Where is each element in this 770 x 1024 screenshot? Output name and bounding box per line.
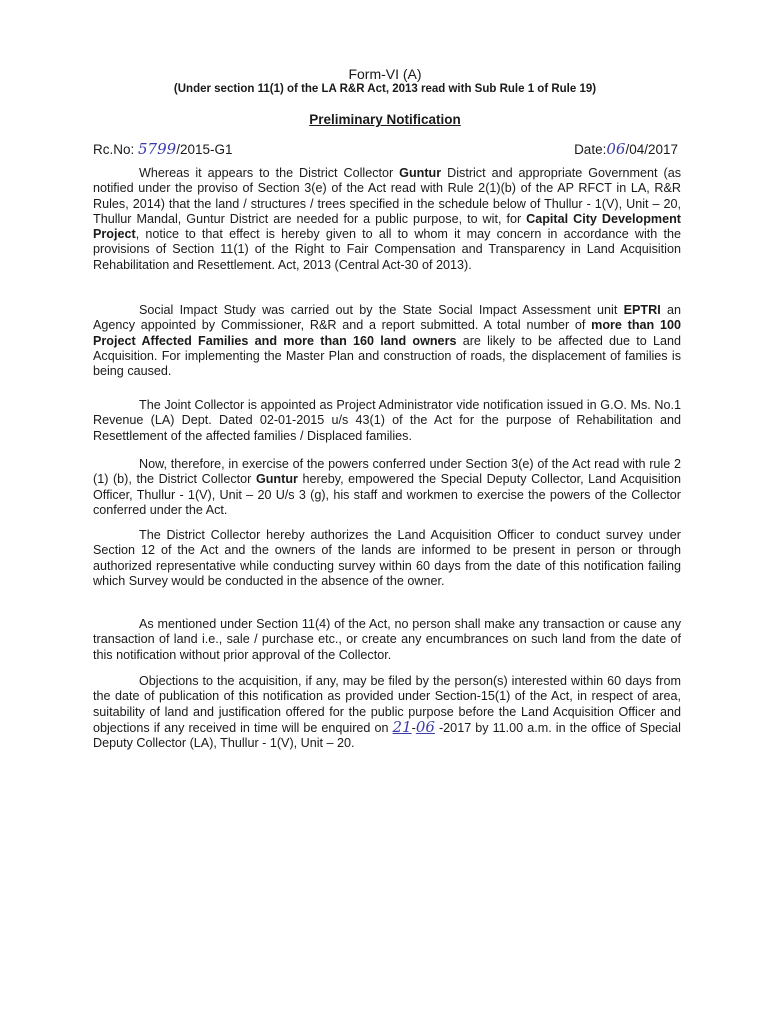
paragraph-social-impact (93, 303, 681, 379)
text-run: hereby, empowered the Special Deputy Collector, Land Acquisition Officer, Thullur - 1(V), Unit – 20 U/s 3 (g), his staff and workmen to exercise the powers of the Collector conferred under the Act. (93, 472, 681, 517)
text-run: are likely to be affected due to Land Acquisition. For implementing the Master Plan and construction of roads, the displacement of families is being caused. (93, 333, 682, 379)
text-run: -2017 by 11.00 a.m. in the office of Special Deputy Collector (LA), Thullur - 1(V), Unit – 20. (93, 720, 681, 751)
rc-suffix: /2015-G1 (176, 142, 233, 157)
date-prefix: Date: (574, 142, 607, 157)
text-run: The District Collector hereby authorizes the Land Acquisition Officer to conduct survey under Section 12 of the Act and the owners of the lands are informed to be present in person or through authorized representative while conducting survey within 60 days from the date of this notification failing which Survey would be conducted in the absence of the owner. (93, 528, 681, 588)
bold-run: Capital City Development Project (93, 211, 681, 242)
text-run: Whereas it appears to the District Collector (139, 166, 400, 180)
form-subtitle: (Under section 11(1) of the LA R&R Act, 2013 read with Sub Rule 1 of Rule 19) (173, 83, 597, 95)
text-run: Now, therefore, in exercise of the powers conferred under Section 3(e) of the Act read with rule 2 (1) (b), the District Collector (93, 457, 681, 487)
hearing-handwritten-month: 06 (415, 717, 435, 736)
reference-number (93, 140, 233, 158)
paragraph-joint-collector (93, 398, 681, 444)
text-run: As mentioned under Section 11(4) of the Act, no person shall make any transaction or cause any transaction of land i.e., sale / purchase etc., or create any encumbrances on such land from the date of this notification without prior approval of the Collector. (93, 617, 681, 662)
paragraph-transaction-restriction (93, 617, 681, 663)
hearing-handwritten-day: 21 (392, 717, 412, 736)
text-run: Objections to the acquisition, if any, may be filed by the person(s) interested within 60 days from the date of publication of this notification as provided under Section-15(1) of the Act, in respect of area, suitability of land and justification offered for the public purpose before the Land Acquisition Officer and objections if any received in time will be enquired on (93, 674, 681, 735)
bold-run: EPTRI (623, 303, 661, 317)
text-run: - (411, 720, 416, 735)
form-title: Form-VI (A) (348, 66, 422, 82)
text-run: an Agency appointed by Commissioner, R&R and a report submitted. A total number of (93, 303, 681, 333)
rc-prefix: Rc.No: (93, 142, 139, 157)
date-suffix: /04/2017 (625, 142, 678, 157)
paragraph-whereas (93, 166, 681, 273)
notification-date (574, 140, 678, 158)
rc-handwritten-number: 5799 (138, 140, 177, 158)
text-run: District and appropriate Government (as notified under the proviso of Section 3(e) of the Act read with Rule 2(1)(b) of the AP RFCT in LA, R&R Rules, 2014) that the land / structures / trees specified in the schedule below of Thullur - 1(V), Unit – 20, Thullur Mandal, Guntur District are needed for a public purpose, to wit, for (93, 166, 681, 226)
paragraph-survey-authorization (93, 528, 681, 589)
paragraph-objections (93, 674, 681, 751)
date-handwritten-day: 06 (606, 140, 626, 158)
text-run: , notice to that effect is hereby given to all to whom it may concern in accordance with the provisions of Section 11(1) of the Right to Fair Compensation and Transparency in Land Acquisition Rehabilitation and Resettlement. Act, 2013 (Central Act-30 of 2013). (93, 227, 681, 272)
bold-run: Guntur (399, 166, 442, 180)
notification-title: Preliminary Notification (309, 112, 461, 127)
text-run: The Joint Collector is appointed as Project Administrator vide notification issued in G.O. Ms. No.1 Revenue (LA) Dept. Dated 02-01-2015 u/s 43(1) of the Act for the purpose of Rehabilitation and Resettlement of the affected families / Displaced families. (93, 398, 681, 443)
bold-run: Guntur (255, 472, 298, 487)
bold-run: more than 100 Project Affected Families and more than 160 land owners (93, 318, 681, 348)
paragraph-now-therefore (93, 457, 681, 518)
text-run: Social Impact Study was carried out by the State Social Impact Assessment unit (139, 303, 624, 317)
